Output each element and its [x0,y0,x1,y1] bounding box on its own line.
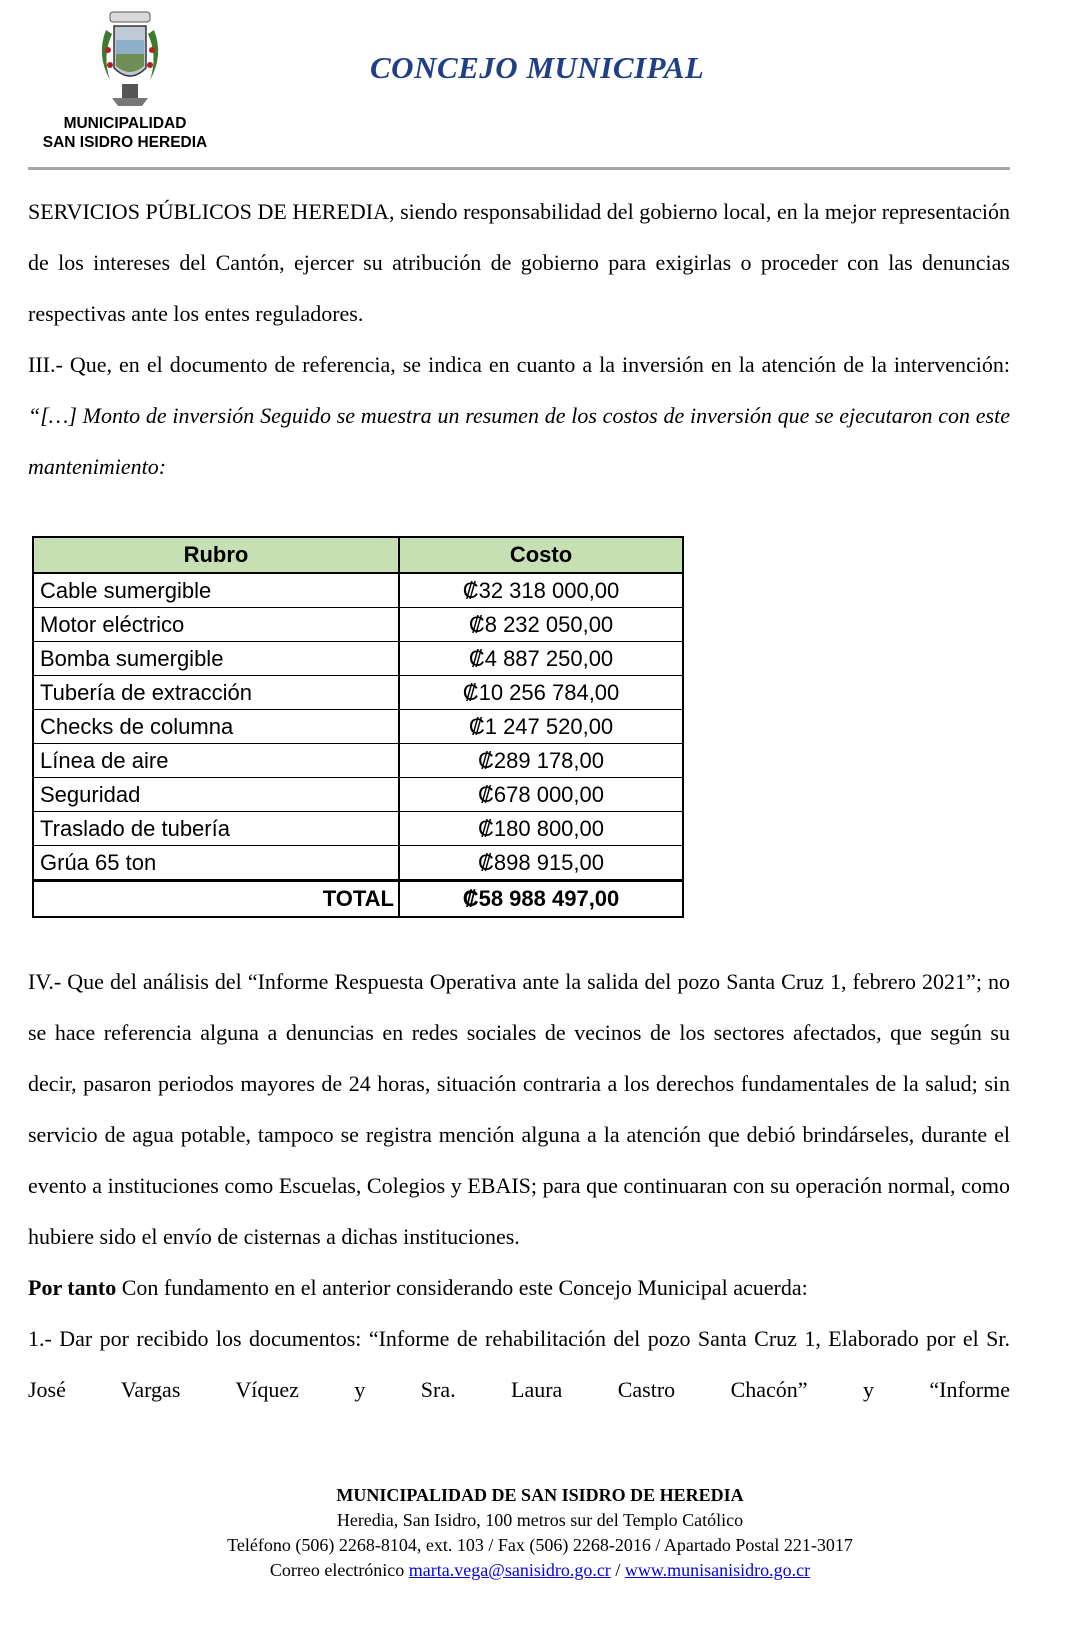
column-header-costo: Costo [399,537,683,573]
page-header [0,0,1080,172]
table-row [33,710,683,744]
cost-cell: ₡8 232 050,00 [399,608,683,642]
cost-cell: ₡4 887 250,00 [399,642,683,676]
cost-cell: ₡898 915,00 [399,846,683,881]
body-section-bottom [28,956,1010,1415]
paragraph-acuerdo-1: 1.- Dar por recibido los documentos: “Informe de rehabilitación del pozo Santa Cruz 1, Elaborado por el Sr. José Vargas Víquez y Sra. Laura Castro Chacón” y “Informe [28,1326,1010,1402]
website-link[interactable]: www.munisanisidro.go.cr [624,1560,811,1580]
body-section-top [28,186,1010,492]
investment-cost-table [32,536,684,918]
table-row [33,846,683,881]
rubro-cell: Motor eléctrico [33,608,399,642]
rubro-cell: Grúa 65 ton [33,846,399,881]
cost-cell: ₡10 256 784,00 [399,676,683,710]
rubro-cell: Bomba sumergible [33,642,399,676]
cost-cell: ₡678 000,00 [399,778,683,812]
table-row [33,608,683,642]
table-row [33,676,683,710]
table-row [33,812,683,846]
rubro-cell: Seguridad [33,778,399,812]
cost-cell: ₡289 178,00 [399,744,683,778]
total-label: TOTAL [33,881,399,918]
rubro-cell: Cable sumergible [33,573,399,608]
rubro-cell: Traslado de tubería [33,812,399,846]
rubro-cell: Tubería de extracción [33,676,399,710]
paragraph-considerando-iv: IV.- Que del análisis del “Informe Respuesta Operativa ante la salida del pozo Santa Cruz 1, febrero 2021”; no se hace referencia alguna a denuncias en redes sociales de vecinos de los sectores afectados, que según su decir, pasaron periodos mayores de 24 horas, situación contraria a los derechos fundamentales de la salud; sin servicio de agua potable, tampoco se registra mención alguna a la atención que debió brindárseles, durante el evento a instituciones como Escuelas, Colegios y EBAIS; para que continuaran con su operación normal, como hubiere sido el envío de cisternas a dichas instituciones. [28,969,1010,1249]
table-header-row [33,537,683,573]
paragraph-considerando-iii: III.- Que, en el documento de referencia, se indica en cuanto a la inversión en la atención de la intervención: “[…] Monto de inversión Seguido se muestra un resumen de los costos de inversión que se ejecutaron con este mantenimiento: [28,352,1010,479]
cost-cell: ₡1 247 520,00 [399,710,683,744]
header-divider [28,167,1010,170]
table-total-row [33,881,683,918]
quoted-text: “[…] Monto de inversión Seguido se muestra un resumen de los costos de inversión que se ejecutaron con este mantenimiento: [28,403,1010,479]
footer-municipality: MUNICIPALIDAD DE SAN ISIDRO DE HEREDIA [336,1485,744,1505]
paragraph-servicios: SERVICIOS PÚBLICOS DE HEREDIA, siendo responsabilidad del gobierno local, en la mejor representación de los intereses del Cantón, ejercer su atribución de gobierno para exigirlas o proceder con las denuncias respectivas ante los entes reguladores. [28,199,1010,326]
footer-phone: Teléfono (506) 2268-8104, ext. 103 / Fax (506) 2268-2016 / Apartado Postal 221-3017 [227,1535,853,1555]
table-row [33,744,683,778]
table-row [33,778,683,812]
paragraph-por-tanto: Por tanto Con fundamento en el anterior considerando este Concejo Municipal acuerda: [28,1275,808,1300]
footer-address: Heredia, San Isidro, 100 metros sur del Templo Católico [336,1510,744,1530]
rubro-cell: Línea de aire [33,744,399,778]
cost-cell: ₡32 318 000,00 [399,573,683,608]
column-header-rubro: Rubro [33,537,399,573]
page-footer [0,1483,1080,1583]
email-link[interactable]: marta.vega@sanisidro.go.cr [408,1560,611,1580]
rubro-cell: Checks de columna [33,710,399,744]
table-row [33,573,683,608]
council-title: CONCEJO MUNICIPAL [370,50,705,85]
table-row [33,642,683,676]
total-value: ₡58 988 497,00 [399,881,683,918]
cost-cell: ₡180 800,00 [399,812,683,846]
municipal-coat-of-arms-logo [92,10,168,110]
municipality-name: MUNICIPALIDAD SAN ISIDRO HEREDIA [42,115,208,151]
footer-contact: Correo electrónico marta.vega@sanisidro.go.cr / www.munisanisidro.go.cr [269,1560,811,1580]
